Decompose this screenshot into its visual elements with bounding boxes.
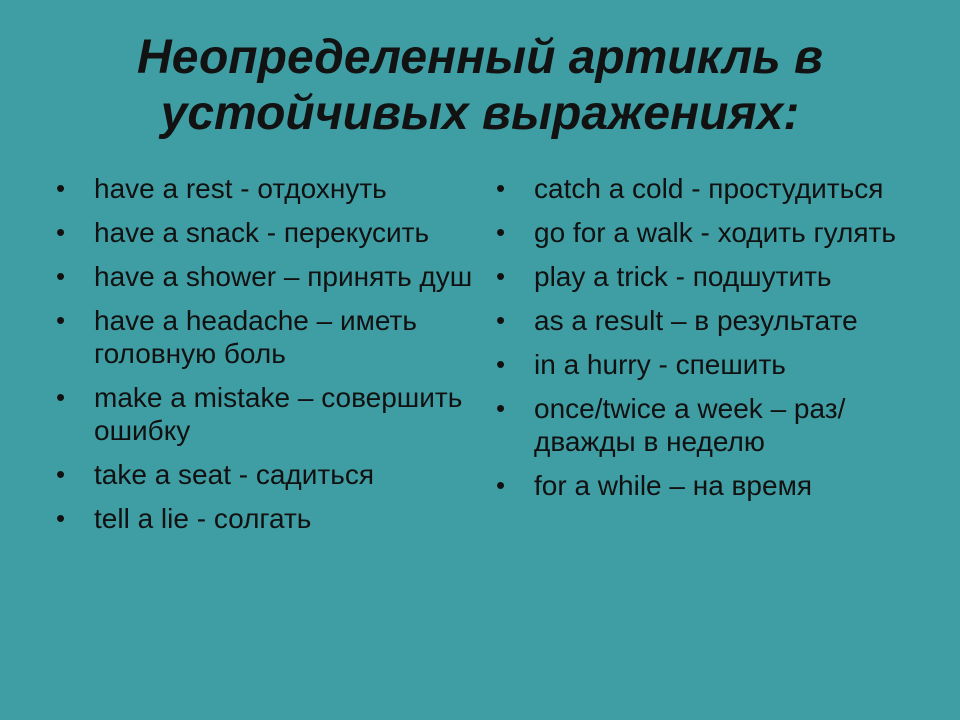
phrase-text: tell a lie - солгать [94,503,312,534]
bullet-icon: • [56,173,66,203]
bullet-icon: • [496,217,506,247]
bullet-icon: • [56,459,66,489]
phrase-text: go for a walk - ходить гулять [534,217,896,248]
phrase-text: for a while – на время [534,470,812,501]
list-item [496,304,896,337]
list-item [56,458,476,491]
list-item [496,260,896,293]
bullet-icon: • [56,261,66,291]
bullet-icon: • [496,470,506,500]
list-item [56,381,476,447]
bullet-icon: • [56,217,66,247]
list-item [56,304,476,370]
slide-title [60,30,900,142]
list-item [56,260,476,293]
bullet-icon: • [496,261,506,291]
title-line-2: устойчивых выражениях: [160,87,800,140]
phrase-text: as a result – в результате [534,305,858,336]
list-item [496,348,896,381]
phrase-text: catch a cold - простудиться [534,173,884,204]
bullet-icon: • [56,503,66,533]
bullet-icon: • [496,173,506,203]
list-item [496,216,896,249]
left-phrase-list [56,172,476,546]
phrase-text: take a seat - садиться [94,459,374,490]
bullet-icon: • [56,382,66,412]
list-item [496,172,896,205]
phrase-text: have a shower – принять душ [94,261,473,292]
phrase-text: play a trick - подшутить [534,261,832,292]
phrase-text: have a headache – иметь головную боль [94,305,417,369]
list-item [496,469,896,502]
bullet-icon: • [496,393,506,423]
list-item [496,392,896,458]
phrase-text: have a rest - отдохнуть [94,173,387,204]
title-line-1: Неопределенный артикль в [137,31,823,84]
bullet-icon: • [496,305,506,335]
phrase-text: make a mistake – совершить ошибку [94,382,463,446]
phrase-text: have a snack - перекусить [94,217,430,248]
phrase-text: in a hurry - спешить [534,349,786,380]
list-item [56,502,476,535]
bullet-icon: • [56,305,66,335]
bullet-icon: • [496,349,506,379]
right-phrase-list [496,172,896,513]
phrase-text: once/twice a week – раз/дважды в неделю [534,393,846,457]
list-item [56,172,476,205]
list-item [56,216,476,249]
